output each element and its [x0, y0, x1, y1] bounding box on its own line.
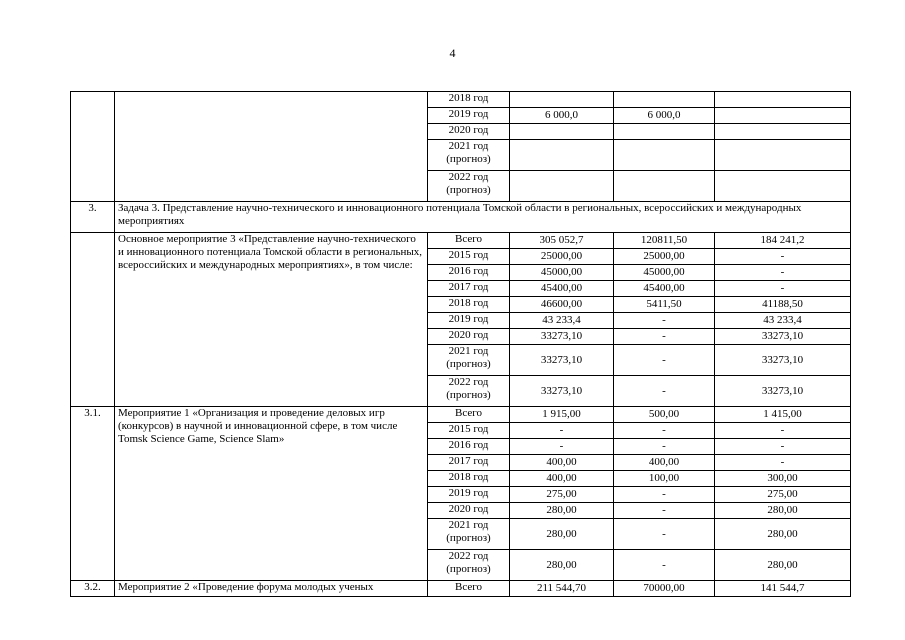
year-cell: 2016 год	[428, 439, 510, 455]
funding-source-2-cell: 280,00	[715, 550, 851, 581]
table-row	[71, 407, 851, 423]
total-amount-cell: 305 052,7	[510, 233, 614, 249]
funding-source-2-cell: -	[715, 281, 851, 297]
total-amount-cell: 400,00	[510, 471, 614, 487]
funding-source-2-cell: 41188,50	[715, 297, 851, 313]
total-amount-cell: -	[510, 423, 614, 439]
year-cell: 2022 год (прогноз)	[428, 376, 510, 407]
funding-source-1-cell: -	[614, 329, 715, 345]
table-row	[71, 92, 851, 108]
funding-source-1-cell: -	[614, 519, 715, 550]
funding-source-1-cell: -	[614, 503, 715, 519]
total-amount-cell	[510, 140, 614, 171]
total-amount-cell: 46600,00	[510, 297, 614, 313]
year-cell: 2018 год	[428, 297, 510, 313]
year-cell: 2019 год	[428, 313, 510, 329]
year-cell: 2021 год (прогноз)	[428, 519, 510, 550]
total-amount-cell: 33273,10	[510, 345, 614, 376]
funding-source-2-cell: 280,00	[715, 519, 851, 550]
year-cell: 2022 год (прогноз)	[428, 171, 510, 202]
total-amount-cell: 25000,00	[510, 249, 614, 265]
year-cell: Всего	[428, 233, 510, 249]
funding-source-2-cell: 184 241,2	[715, 233, 851, 249]
funding-source-2-cell: -	[715, 265, 851, 281]
activity-description-cell	[115, 92, 428, 202]
funding-source-1-cell: 6 000,0	[614, 108, 715, 124]
total-amount-cell: 1 915,00	[510, 407, 614, 423]
activity-description-cell: Мероприятие 1 «Организация и проведение деловых игр (конкурсов) в научной и инновационной сфере, в том числе Tomsk Science Game, Science Slam»	[115, 407, 428, 581]
funding-source-1-cell: 120811,50	[614, 233, 715, 249]
funding-source-1-cell: 70000,00	[614, 581, 715, 597]
year-cell: Всего	[428, 581, 510, 597]
funding-source-2-cell	[715, 140, 851, 171]
total-amount-cell: 280,00	[510, 550, 614, 581]
total-amount-cell: 400,00	[510, 455, 614, 471]
budget-table	[70, 91, 851, 597]
task-number-cell: 3.	[71, 202, 115, 233]
table-row	[71, 233, 851, 249]
funding-source-2-cell: 300,00	[715, 471, 851, 487]
funding-source-2-cell: 33273,10	[715, 329, 851, 345]
funding-source-1-cell	[614, 171, 715, 202]
total-amount-cell: 211 544,70	[510, 581, 614, 597]
funding-source-1-cell: -	[614, 487, 715, 503]
funding-source-2-cell: 141 544,7	[715, 581, 851, 597]
funding-source-1-cell: 500,00	[614, 407, 715, 423]
year-cell: 2020 год	[428, 124, 510, 140]
row-number-cell: 3.1.	[71, 407, 115, 581]
total-amount-cell: 43 233,4	[510, 313, 614, 329]
total-amount-cell	[510, 124, 614, 140]
total-amount-cell: 275,00	[510, 487, 614, 503]
funding-source-2-cell: 280,00	[715, 503, 851, 519]
funding-source-1-cell: 45400,00	[614, 281, 715, 297]
year-cell: 2018 год	[428, 92, 510, 108]
task-title-cell: Задача 3. Представление научно-технического и инновационного потенциала Томской области в региональных, всероссийских и международных мероприятиях	[115, 202, 851, 233]
total-amount-cell: 45000,00	[510, 265, 614, 281]
year-cell: 2017 год	[428, 281, 510, 297]
funding-source-2-cell: 33273,10	[715, 345, 851, 376]
total-amount-cell: 280,00	[510, 503, 614, 519]
funding-source-1-cell: 45000,00	[614, 265, 715, 281]
funding-source-2-cell: -	[715, 439, 851, 455]
funding-source-1-cell: -	[614, 376, 715, 407]
funding-source-2-cell: 33273,10	[715, 376, 851, 407]
total-amount-cell	[510, 171, 614, 202]
row-number-cell: 3.2.	[71, 581, 115, 597]
funding-source-1-cell: 5411,50	[614, 297, 715, 313]
funding-source-2-cell: 1 415,00	[715, 407, 851, 423]
funding-source-2-cell	[715, 108, 851, 124]
funding-source-2-cell	[715, 124, 851, 140]
total-amount-cell: -	[510, 439, 614, 455]
funding-source-1-cell: -	[614, 439, 715, 455]
funding-source-2-cell	[715, 171, 851, 202]
funding-source-1-cell: -	[614, 550, 715, 581]
year-cell: 2017 год	[428, 455, 510, 471]
task-header-row	[71, 202, 851, 233]
year-cell: 2015 год	[428, 249, 510, 265]
funding-source-2-cell: -	[715, 249, 851, 265]
year-cell: 2021 год (прогноз)	[428, 140, 510, 171]
table-row	[71, 581, 851, 597]
year-cell: 2020 год	[428, 503, 510, 519]
row-number-cell	[71, 233, 115, 407]
funding-source-1-cell: 25000,00	[614, 249, 715, 265]
funding-source-1-cell	[614, 92, 715, 108]
year-cell: 2022 год (прогноз)	[428, 550, 510, 581]
year-cell: 2020 год	[428, 329, 510, 345]
year-cell: 2018 год	[428, 471, 510, 487]
funding-source-2-cell	[715, 92, 851, 108]
funding-source-2-cell: -	[715, 423, 851, 439]
funding-source-1-cell: -	[614, 313, 715, 329]
year-cell: 2019 год	[428, 487, 510, 503]
total-amount-cell	[510, 92, 614, 108]
year-cell: 2015 год	[428, 423, 510, 439]
row-number-cell	[71, 92, 115, 202]
year-cell: 2021 год (прогноз)	[428, 345, 510, 376]
funding-source-1-cell	[614, 124, 715, 140]
total-amount-cell: 6 000,0	[510, 108, 614, 124]
activity-description-cell: Мероприятие 2 «Проведение форума молодых ученых	[115, 581, 428, 597]
funding-source-1-cell: 400,00	[614, 455, 715, 471]
funding-source-1-cell: -	[614, 345, 715, 376]
funding-source-2-cell: 275,00	[715, 487, 851, 503]
funding-source-2-cell: 43 233,4	[715, 313, 851, 329]
funding-source-1-cell: 100,00	[614, 471, 715, 487]
total-amount-cell: 33273,10	[510, 376, 614, 407]
funding-source-2-cell: -	[715, 455, 851, 471]
page-number: 4	[449, 46, 456, 60]
year-cell: Всего	[428, 407, 510, 423]
total-amount-cell: 33273,10	[510, 329, 614, 345]
funding-source-1-cell: -	[614, 423, 715, 439]
year-cell: 2019 год	[428, 108, 510, 124]
year-cell: 2016 год	[428, 265, 510, 281]
total-amount-cell: 280,00	[510, 519, 614, 550]
funding-source-1-cell	[614, 140, 715, 171]
activity-description-cell: Основное мероприятие 3 «Представление научно-технического и инновационного потенциала Томской области в региональных, всероссийских и международных мероприятиях», в том числе:	[115, 233, 428, 407]
total-amount-cell: 45400,00	[510, 281, 614, 297]
